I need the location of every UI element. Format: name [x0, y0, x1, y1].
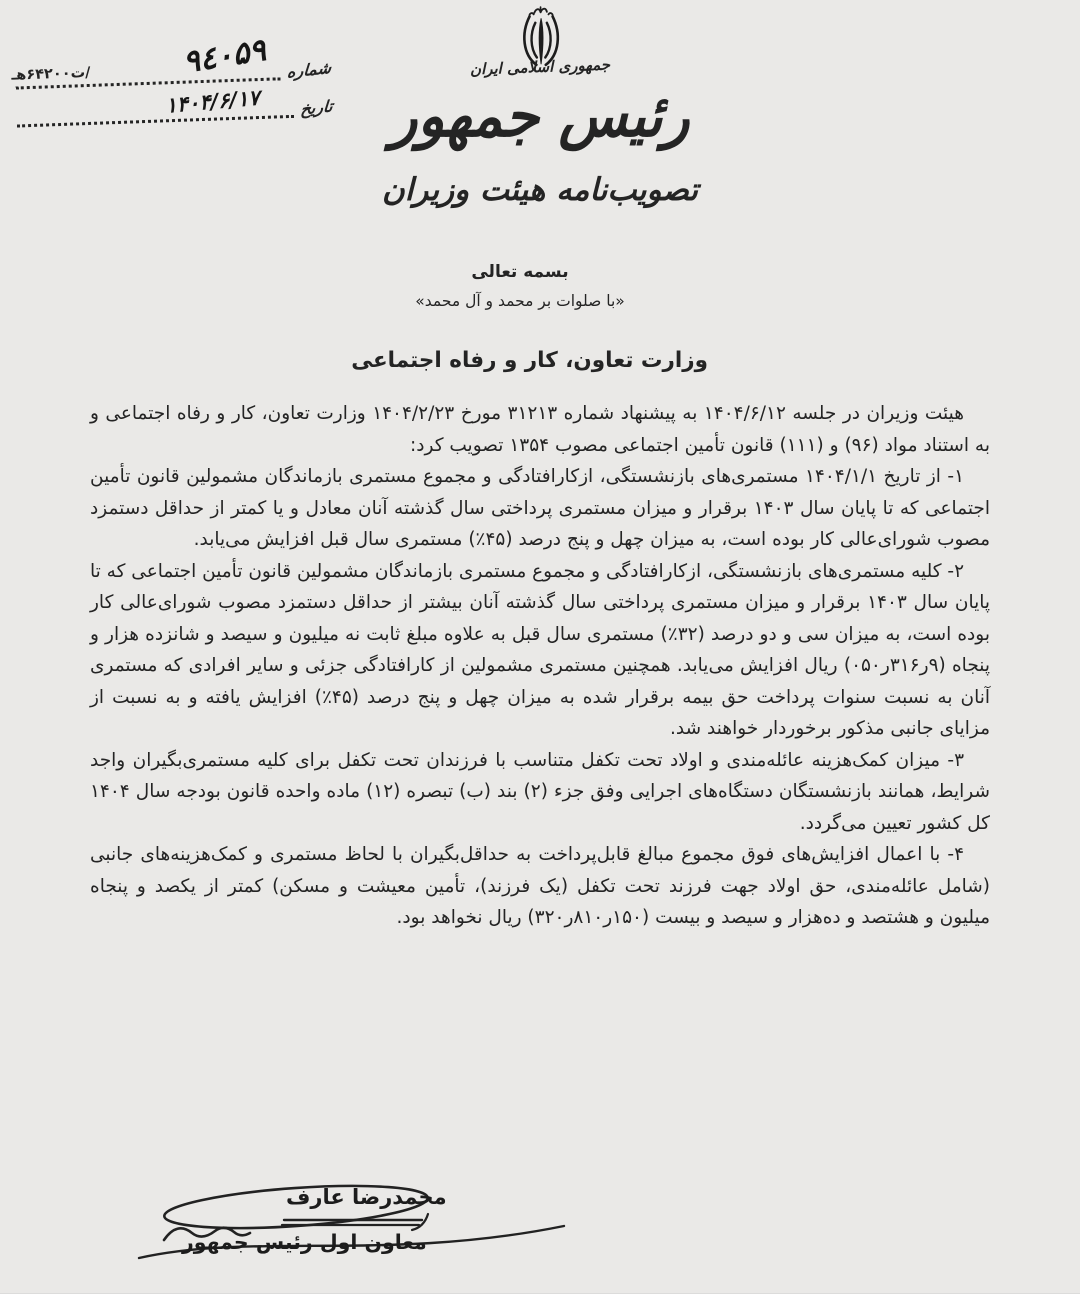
decree-item-2: ۲- کلیه مستمری‌های بازنشستگی، ازکارافتادگی و مجموع مستمری بازماندگان مشمولین قانون تأمین اجتماعی که تا پایان سال ۱۴۰۳ برقرار و میزان مستمری پرداختی سال گذشته آنان بیشتر از حداقل دستمزد مصوب شورای‌عالی کار بوده است، به میزان سی و دو درصد (۳۲٪) مستمری سال قبل به علاوه مبلغ ثابت نه میلیون و سیصد و شانزده هزار و پنجاه (۹ر۳۱۶ر۰۵۰) ریال افزایش می‌یابد. همچنین مستمری مشمولین از کارافتادگی جزئی و سایر افرادی که مستمری آنان به نسبت سنوات پرداخت حق بیمه برقرار شده به میزان چهل و پنج درصد (۴۵٪) افزایش یافته و به نسبت از مزایای جانبی مذکور برخوردار خواهند شد. [90, 560, 991, 739]
date-label: تاریخ [299, 95, 334, 119]
decree-item-3: ۳- میزان کمک‌هزینه عائله‌مندی و اولاد تحت تکفل متناسب با فرزندان تحت تکفل برای کلیه مستمری‌بگیران واجد شرایط، همانند بازنشستگان دستگاه‌های اجرایی وفق جزء (۲) بند (ب) تبصره (۱۲) ماده واحده قانون بودجه سال ۱۴۰۴ کل کشور تعیین می‌گردد. [90, 749, 990, 834]
decree-item-4: ۴- با اعمال افزایش‌های فوق مجموع مبالغ قابل‌پرداخت به حداقل‌بگیران با لحاظ مستمری و کمک‌هزینه‌های جانبی (شامل عائله‌مندی، حق اولاد جهت فرزند تحت تکفل (یک فرزند)، تأمین معیشت و مسکن) کمتر از یکصد و پنجاه میلیون و هشتصد و ده‌هزار و سیصد و بیست (۱۵۰ر۸۱۰ر۳۲۰) ریال نخواهد بود. [90, 844, 990, 928]
number-row [11, 31, 333, 90]
decree-item-1: ۱- از تاریخ ۱۴۰۴/۱/۱ مستمری‌های بازنشستگی، ازکارافتادگی و مجموع مستمری بازماندگان مشمولین قانون تأمین اجتماعی که تا پایان سال ۱۴۰۳ برقرار و میزان مستمری پرداختی سال گذشته آنان معادل و یا کمتر از حداقل دستمزد مصوب شورای‌عالی کار بوده است، به میزان چهل و پنج درصد (۴۵٪) مستمری سال قبل افزایش می‌یابد. [90, 466, 990, 550]
republic-line: جمهوری اسلامی ایران [469, 55, 611, 79]
intro-paragraph: هیئت وزیران در جلسه ۱۴۰۴/۶/۱۲ به پیشنهاد شماره ۳۱۲۱۳ مورخ ۱۴۰۴/۲/۲۳ وزارت تعاون، کار و رفاه اجتماعی و به استناد مواد (۹۶) و (۱۱۱) قانون تأمین اجتماعی مصوب ۱۳۵۴ تصویب کرد: [90, 403, 990, 456]
signature-block [136, 1176, 574, 1294]
invocation-salawat: «با صلوات بر محمد و آل محمد» [415, 292, 625, 310]
number-suffix-code: /ت۶۴۲۰۰هـ [11, 64, 91, 84]
invocation-besmeh: بسمه تعالی [471, 262, 569, 282]
number-value-handwritten: ۹٤۰۵۹ [180, 31, 269, 81]
president-calligraphy: رئیس جمهور [390, 82, 690, 151]
reference-block [11, 31, 334, 127]
addressee-ministry: وزارت تعاون، کار و رفاه اجتماعی [351, 348, 708, 373]
decree-body [90, 398, 990, 934]
number-label: شماره [286, 57, 333, 82]
resolution-calligraphy: تصویب‌نامه هیئت وزیران [381, 172, 699, 208]
signatory-title: معاون اول رئیس جمهور [182, 1230, 427, 1254]
date-value-handwritten: ۱۴۰۴/۶/۱۷ [164, 85, 261, 118]
number-dotted-line [11, 31, 281, 89]
signatory-name: محمدرضا عارف [286, 1185, 447, 1209]
